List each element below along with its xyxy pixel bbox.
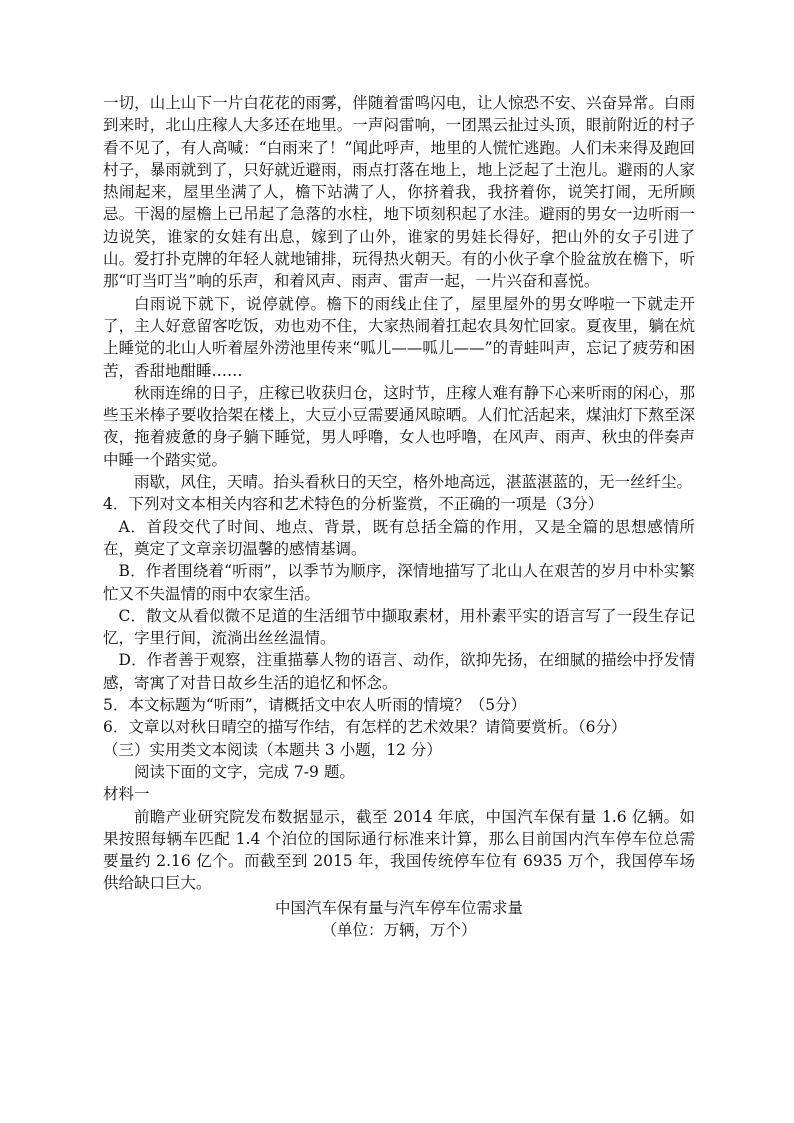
question-6: 6．文章以对秋日晴空的描写作结，有怎样的艺术效果？请简要赏析。（6分） [103, 718, 627, 737]
question-4-option-b: B．作者围绕着“听雨”，以季节为顺序，深情地描写了北山人在艰苦的岁月中朴实繁忙又不失温情的雨中农家生活。 [103, 562, 695, 603]
material-label: 材料一 [103, 785, 150, 804]
passage-paragraph-2: 白雨说下就下，说停就停。檐下的雨线止住了，屋里屋外的男女哗啦一下就走开了，主人好意留客吃饭，劝也劝不住，大家热闹着扛起农具匆忙回家。夏夜里，躺在炕上睡觉的北山人听着屋外涝池里传来“呱儿——呱儿——”的青蛙叫声，忘记了疲劳和困苦，香甜地酣睡…… [103, 294, 695, 380]
question-4-option-d: D．作者善于观察，注重描摹人物的语言、动作，欲抑先扬，在细腻的描绘中抒发情感，寄寓了对昔日故乡生活的追忆和怀念。 [103, 651, 695, 692]
table-title: 中国汽车保有量与汽车停车位需求量 [274, 898, 523, 917]
question-4-option-a: A．首段交代了时间、地点、背景，既有总括全篇的作用，又是全篇的思想感情所在，奠定了文章亲切温馨的感情基调。 [103, 517, 695, 558]
passage-paragraph-3: 秋雨连绵的日子，庄稼已收获归仓，这时节，庄稼人难有静下心来听雨的闲心，那些玉米棒子要收拾架在楼上，大豆小豆需要通风晾晒。人们忙活起来，煤油灯下熬至深夜，拖着疲惫的身子躺下睡觉，男人呼噜，女人也呼噜，在风声、雨声、秋虫的伴奏声中睡一个踏实觉。 [103, 383, 695, 469]
question-4-option-c: C．散文从看似微不足道的生活细节中撷取素材，用朴素平实的语言写了一段生存记忆，字里行间，流淌出丝丝温情。 [103, 606, 695, 648]
section-heading: （三）实用类文本阅读（本题共 3 小题，12 分） [103, 740, 442, 759]
passage-paragraph-4: 雨歇，风住，天晴。抬头看秋日的天空，格外地高远，湛蓝湛蓝的，无一丝纤尘。 [134, 473, 693, 492]
section-instruction: 阅读下面的文字，完成 7-9 题。 [134, 762, 355, 781]
question-4: 4．下列对文本相关内容和艺术特色的分析鉴赏，不正确的一项是（3分） [103, 495, 604, 514]
passage-paragraph-1: 一切，山上山下一片白花花的雨雾，伴随着雷鸣闪电，让人惊恐不安、兴奋异常。白雨到来时，北山庄稼人大多还在地里。一声闷雷响，一团黑云扯过头顶，眼前附近的村子看不见了，有人高喊：“白雨来了！”闻此呼声，地里的人慌忙逃跑。人们未来得及跑回村子，暴雨就到了，只好就近避雨，雨点打落在地上，地上泛起了土泡儿。避雨的人家热闹起来，屋里坐满了人，檐下站满了人，你挤着我，我挤着你，说笑打闹，无所顾忌。干渴的屋檐上已吊起了急落的水柱，地下顷刻积起了水洼。避雨的男女一边听雨一边说笑，谁家的女娃有出息，嫁到了山外，谁家的男娃长得好，把山外的女子引进了山。爱打扑克牌的年轻人就地铺排，玩得热火朝天。有的小伙子拿个脸盆放在檐下，听那“叮当叮当”响的乐声，和着风声、雨声、雷声一起，一片兴奋和喜悦。 [103, 94, 695, 291]
table-unit: （单位：万辆，万个） [321, 920, 477, 939]
question-5: 5．本文标题为“听雨”，请概括文中农人听雨的情境？（5分） [103, 696, 527, 715]
material-text: 前瞻产业研究院发布数据显示，截至 2014 年底，中国汽车保有量 1.6 亿辆。如果按照每辆车匹配 1.4 个泊位的国际通行标准来计算，那么目前国内汽车停车位总需要量约 2.16 亿个。而截至到 2015 年，我国传统停车位有 6935 万个，我国停车场供给缺口巨大。 [103, 807, 695, 893]
document-page [103, 92, 695, 941]
